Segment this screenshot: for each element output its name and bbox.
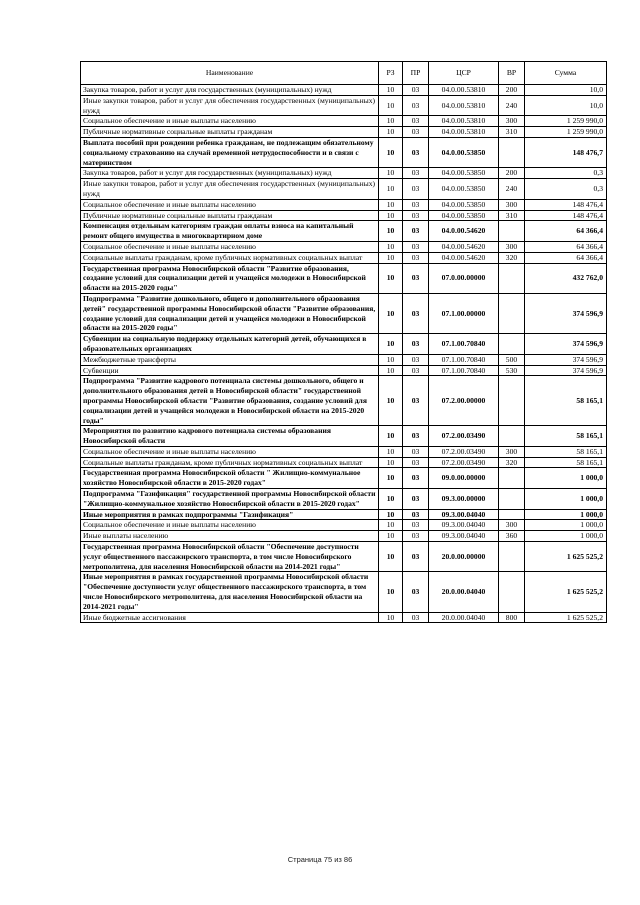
cell-sum: 58 165,1: [525, 376, 607, 426]
cell-sum: 1 000,0: [525, 509, 607, 520]
cell-rz: 10: [379, 252, 403, 263]
budget-table: [80, 61, 607, 623]
table-row: [81, 293, 607, 333]
cell-pr: 03: [403, 612, 429, 623]
cell-rz: 10: [379, 446, 403, 457]
cell-sum: 1 625 525,2: [525, 572, 607, 612]
cell-rz: 10: [379, 179, 403, 200]
cell-csr: 07.1.00.00000: [429, 293, 499, 333]
cell-csr: 07.2.00.03490: [429, 426, 499, 447]
cell-name: Иные закупки товаров, работ и услуг для обеспечения государственных (муниципальных) нужд: [81, 95, 379, 116]
cell-sum: 374 596,9: [525, 354, 607, 365]
cell-rz: 10: [379, 426, 403, 447]
cell-csr: 04.0.00.54620: [429, 221, 499, 242]
cell-csr: 04.0.00.53850: [429, 199, 499, 210]
cell-pr: 03: [403, 221, 429, 242]
cell-vr: [499, 334, 525, 355]
cell-csr: 07.1.00.70840: [429, 365, 499, 376]
cell-sum: 0,3: [525, 179, 607, 200]
cell-name: Социальное обеспечение и иные выплаты населению: [81, 116, 379, 127]
cell-rz: 10: [379, 221, 403, 242]
table-body: [81, 85, 607, 623]
table-row: [81, 85, 607, 96]
cell-pr: 03: [403, 137, 429, 167]
cell-name: Закупка товаров, работ и услуг для государственных (муниципальных) нужд: [81, 168, 379, 179]
cell-pr: 03: [403, 489, 429, 510]
table-row: [81, 531, 607, 542]
header-name: Наименование: [81, 62, 379, 85]
cell-rz: 10: [379, 137, 403, 167]
cell-rz: 10: [379, 531, 403, 542]
cell-rz: 10: [379, 116, 403, 127]
cell-pr: 03: [403, 293, 429, 333]
table-row: [81, 221, 607, 242]
cell-name: Компенсация отдельным категориям граждан оплаты взноса на капитальный ремонт общего имущества в многоквартирном доме: [81, 221, 379, 242]
cell-vr: 300: [499, 520, 525, 531]
cell-rz: 10: [379, 263, 403, 293]
cell-rz: 10: [379, 293, 403, 333]
cell-vr: 530: [499, 365, 525, 376]
cell-rz: 10: [379, 365, 403, 376]
cell-csr: 09.3.00.04040: [429, 509, 499, 520]
cell-rz: 10: [379, 241, 403, 252]
table-row: [81, 354, 607, 365]
table-row: [81, 127, 607, 138]
cell-pr: 03: [403, 179, 429, 200]
cell-sum: 1 000,0: [525, 489, 607, 510]
cell-pr: 03: [403, 85, 429, 96]
cell-csr: 09.3.00.04040: [429, 520, 499, 531]
cell-sum: 58 165,1: [525, 446, 607, 457]
cell-sum: 1 259 990,0: [525, 127, 607, 138]
cell-rz: 10: [379, 85, 403, 96]
cell-csr: 07.1.00.70840: [429, 354, 499, 365]
cell-rz: 10: [379, 210, 403, 221]
table-row: [81, 95, 607, 116]
cell-rz: 10: [379, 509, 403, 520]
cell-vr: [499, 468, 525, 489]
table-row: [81, 168, 607, 179]
cell-vr: 200: [499, 85, 525, 96]
cell-sum: 64 366,4: [525, 221, 607, 242]
cell-vr: [499, 542, 525, 572]
cell-rz: 10: [379, 612, 403, 623]
table-row: [81, 210, 607, 221]
cell-name: Государственная программа Новосибирской области "Развитие образования, создание условий для социализации детей и учащейся молодежи в Новосибирской области на 2015-2020 годы": [81, 263, 379, 293]
cell-csr: 20.0.00.04040: [429, 612, 499, 623]
cell-csr: 04.0.00.53810: [429, 127, 499, 138]
cell-rz: 10: [379, 542, 403, 572]
cell-name: Иные закупки товаров, работ и услуг для обеспечения государственных (муниципальных) нужд: [81, 179, 379, 200]
table-row: [81, 542, 607, 572]
table-row: [81, 241, 607, 252]
cell-csr: 04.0.00.53810: [429, 95, 499, 116]
cell-name: Иные бюджетные ассигнования: [81, 612, 379, 623]
cell-rz: 10: [379, 127, 403, 138]
cell-csr: 04.0.00.53810: [429, 85, 499, 96]
cell-name: Субвенции на социальную поддержку отдельных категорий детей, обучающихся в образовательных организациях: [81, 334, 379, 355]
cell-csr: 20.0.00.04040: [429, 572, 499, 612]
cell-vr: [499, 137, 525, 167]
cell-rz: 10: [379, 468, 403, 489]
cell-vr: 240: [499, 179, 525, 200]
budget-table-page: [80, 61, 606, 623]
cell-csr: 04.0.00.53850: [429, 179, 499, 200]
cell-pr: 03: [403, 457, 429, 468]
cell-name: Субвенции: [81, 365, 379, 376]
table-row: [81, 252, 607, 263]
cell-csr: 07.0.00.00000: [429, 263, 499, 293]
cell-csr: 07.2.00.03490: [429, 457, 499, 468]
table-row: [81, 468, 607, 489]
cell-pr: 03: [403, 572, 429, 612]
cell-name: Мероприятия по развитию кадрового потенциала системы образования Новосибирской области: [81, 426, 379, 447]
cell-vr: 320: [499, 457, 525, 468]
table-row: [81, 376, 607, 426]
cell-name: Подпрограмма "Развитие дошкольного, общего и дополнительного образования детей" государственной программы Новосибирской области "Развитие образования, создание условий для социализации детей и учащейся молодежи в Новосибирской области на 2015-2020 годы": [81, 293, 379, 333]
table-row: [81, 446, 607, 457]
cell-csr: 09.0.00.00000: [429, 468, 499, 489]
cell-csr: 04.0.00.54620: [429, 241, 499, 252]
cell-name: Государственная программа Новосибирской области " Жилищно-коммунальное хозяйство Новосибирской области в 2015-2020 годах": [81, 468, 379, 489]
cell-sum: 148 476,4: [525, 210, 607, 221]
cell-name: Социальное обеспечение и иные выплаты населению: [81, 446, 379, 457]
cell-vr: 240: [499, 95, 525, 116]
cell-rz: 10: [379, 489, 403, 510]
cell-name: Социальное обеспечение и иные выплаты населению: [81, 199, 379, 210]
cell-pr: 03: [403, 334, 429, 355]
header-sum: Сумма: [525, 62, 607, 85]
cell-sum: 1 000,0: [525, 531, 607, 542]
cell-sum: 58 165,1: [525, 457, 607, 468]
cell-vr: 300: [499, 446, 525, 457]
cell-rz: 10: [379, 168, 403, 179]
table-row: [81, 509, 607, 520]
page-footer: Страница 75 из 86: [287, 855, 353, 864]
cell-pr: 03: [403, 263, 429, 293]
cell-vr: [499, 376, 525, 426]
cell-vr: [499, 426, 525, 447]
cell-name: Подпрограмма "Развитие кадрового потенциала системы дошкольного, общего и дополнительного образования детей в Новосибирской области" государственной программы Новосибирской области "Развитие образования, создание условий для социализации детей и учащейся молодежи в Новосибирской области на 2015-2020 годы": [81, 376, 379, 426]
cell-csr: 09.3.00.00000: [429, 489, 499, 510]
cell-csr: 20.0.00.00000: [429, 542, 499, 572]
cell-sum: 1 625 525,2: [525, 542, 607, 572]
cell-pr: 03: [403, 542, 429, 572]
header-pr: ПР: [403, 62, 429, 85]
cell-pr: 03: [403, 446, 429, 457]
cell-pr: 03: [403, 252, 429, 263]
table-row: [81, 116, 607, 127]
cell-pr: 03: [403, 365, 429, 376]
cell-name: Публичные нормативные социальные выплаты гражданам: [81, 127, 379, 138]
cell-name: Социальное обеспечение и иные выплаты населению: [81, 520, 379, 531]
cell-pr: 03: [403, 520, 429, 531]
cell-name: Публичные нормативные социальные выплаты гражданам: [81, 210, 379, 221]
header-rz: РЗ: [379, 62, 403, 85]
cell-pr: 03: [403, 168, 429, 179]
table-row: [81, 612, 607, 623]
cell-vr: 320: [499, 252, 525, 263]
cell-name: Иные выплаты населению: [81, 531, 379, 542]
cell-pr: 03: [403, 127, 429, 138]
cell-csr: 04.0.00.53850: [429, 137, 499, 167]
cell-pr: 03: [403, 354, 429, 365]
cell-rz: 10: [379, 520, 403, 531]
cell-rz: 10: [379, 376, 403, 426]
cell-sum: 374 596,9: [525, 334, 607, 355]
cell-vr: 360: [499, 531, 525, 542]
cell-name: Иные мероприятия в рамках государственной программы Новосибирской области "Обеспечение доступности услуг общественного пассажирского транспорта, в том числе Новосибирского метрополитена, для населения Новосибирской области на 2014-2021 годы": [81, 572, 379, 612]
cell-vr: 800: [499, 612, 525, 623]
cell-csr: 04.0.00.54620: [429, 252, 499, 263]
cell-sum: 58 165,1: [525, 426, 607, 447]
table-row: [81, 263, 607, 293]
cell-vr: 300: [499, 116, 525, 127]
table-row: [81, 457, 607, 468]
cell-sum: 1 625 525,2: [525, 612, 607, 623]
table-row: [81, 137, 607, 167]
cell-pr: 03: [403, 509, 429, 520]
cell-name: Выплата пособий при рождении ребенка гражданам, не подлежащим обязательному социальному страхованию на случай временной нетрудоспособности и в связи с материнством: [81, 137, 379, 167]
cell-name: Закупка товаров, работ и услуг для государственных (муниципальных) нужд: [81, 85, 379, 96]
cell-rz: 10: [379, 572, 403, 612]
table-row: [81, 489, 607, 510]
cell-sum: 148 476,4: [525, 199, 607, 210]
cell-sum: 0,3: [525, 168, 607, 179]
cell-csr: 09.3.00.04040: [429, 531, 499, 542]
cell-rz: 10: [379, 457, 403, 468]
cell-sum: 374 596,9: [525, 293, 607, 333]
cell-csr: 04.0.00.53850: [429, 210, 499, 221]
cell-name: Подпрограмма "Газификация" государственной программы Новосибирской области "Жилищно-коммунальное хозяйство Новосибирской области в 2015-2020 годах": [81, 489, 379, 510]
cell-sum: 1 000,0: [525, 520, 607, 531]
header-vr: ВР: [499, 62, 525, 85]
cell-csr: 07.2.00.03490: [429, 446, 499, 457]
cell-pr: 03: [403, 376, 429, 426]
cell-name: Иные мероприятия в рамках подпрограммы "Газификация": [81, 509, 379, 520]
table-row: [81, 572, 607, 612]
cell-vr: 310: [499, 210, 525, 221]
table-row: [81, 520, 607, 531]
cell-name: Государственная программа Новосибирской области "Обеспечение доступности услуг общественного пассажирского транспорта, в том числе Новосибирского метрополитена, для населения Новосибирской области на 2014-2021 годы": [81, 542, 379, 572]
cell-rz: 10: [379, 334, 403, 355]
cell-pr: 03: [403, 531, 429, 542]
cell-pr: 03: [403, 468, 429, 489]
cell-csr: 04.0.00.53850: [429, 168, 499, 179]
cell-vr: [499, 489, 525, 510]
cell-name: Социальные выплаты гражданам, кроме публичных нормативных социальных выплат: [81, 252, 379, 263]
cell-sum: 10,0: [525, 85, 607, 96]
cell-vr: 310: [499, 127, 525, 138]
cell-pr: 03: [403, 426, 429, 447]
cell-rz: 10: [379, 199, 403, 210]
cell-sum: 64 366,4: [525, 252, 607, 263]
table-row: [81, 199, 607, 210]
cell-pr: 03: [403, 241, 429, 252]
cell-sum: 64 366,4: [525, 241, 607, 252]
header-csr: ЦСР: [429, 62, 499, 85]
table-row: [81, 334, 607, 355]
cell-pr: 03: [403, 199, 429, 210]
cell-vr: 300: [499, 199, 525, 210]
cell-vr: [499, 221, 525, 242]
cell-sum: 10,0: [525, 95, 607, 116]
cell-sum: 1 259 990,0: [525, 116, 607, 127]
cell-pr: 03: [403, 210, 429, 221]
cell-name: Социальное обеспечение и иные выплаты населению: [81, 241, 379, 252]
cell-vr: [499, 509, 525, 520]
cell-pr: 03: [403, 116, 429, 127]
cell-name: Межбюджетные трансферты: [81, 354, 379, 365]
cell-sum: 148 476,7: [525, 137, 607, 167]
cell-vr: 300: [499, 241, 525, 252]
cell-vr: [499, 572, 525, 612]
cell-vr: [499, 293, 525, 333]
cell-name: Социальные выплаты гражданам, кроме публичных нормативных социальных выплат: [81, 457, 379, 468]
cell-csr: 07.2.00.00000: [429, 376, 499, 426]
cell-sum: 1 000,0: [525, 468, 607, 489]
cell-pr: 03: [403, 95, 429, 116]
cell-sum: 374 596,9: [525, 365, 607, 376]
cell-vr: 200: [499, 168, 525, 179]
cell-vr: 500: [499, 354, 525, 365]
cell-sum: 432 762,0: [525, 263, 607, 293]
table-row: [81, 365, 607, 376]
table-row: [81, 179, 607, 200]
cell-csr: 04.0.00.53810: [429, 116, 499, 127]
cell-vr: [499, 263, 525, 293]
cell-csr: 07.1.00.70840: [429, 334, 499, 355]
table-header-row: [81, 62, 607, 85]
table-row: [81, 426, 607, 447]
cell-rz: 10: [379, 95, 403, 116]
cell-rz: 10: [379, 354, 403, 365]
